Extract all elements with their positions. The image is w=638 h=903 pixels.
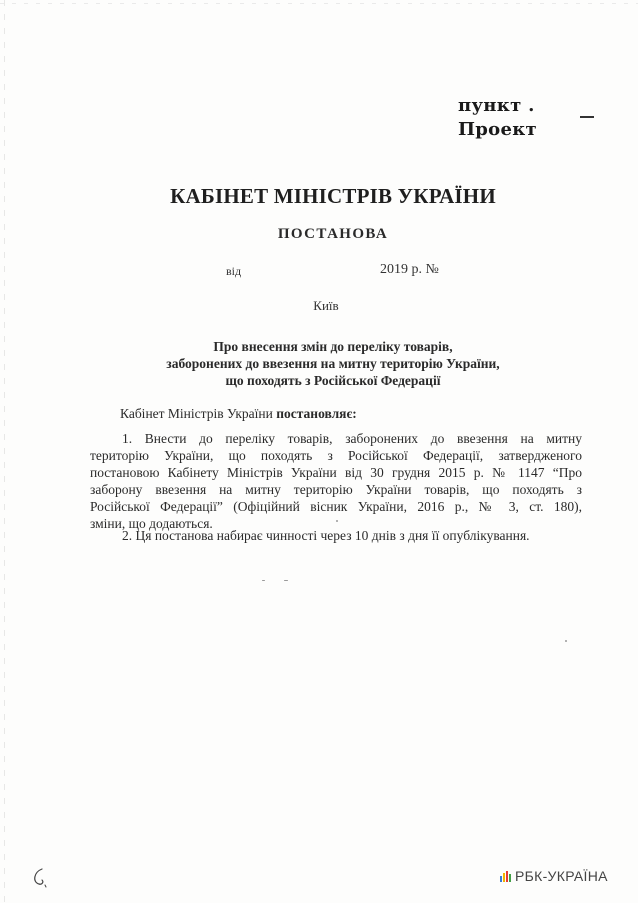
clause-1-line: Російської Федерації” (Офіційний вісник України, 2016 р., № 3, ст. 180), [90, 499, 582, 514]
clause-1-line: територію України, що походять з Російської Федерації, затвердженого [90, 448, 582, 463]
decision-intro [120, 405, 580, 422]
document-type: ПОСТАНОВА [277, 226, 389, 242]
subject-line: заборонених до ввезення на митну територію України, [166, 356, 500, 371]
rbc-ukraine-watermark [500, 868, 608, 884]
subject-line: що походять з Російської Федерації [225, 373, 441, 388]
decision-intro-text: Кабінет Міністрів України [120, 406, 277, 421]
city-name: Київ [313, 298, 339, 313]
date-from-label: від [226, 264, 242, 278]
issuer-title: КАБІНЕТ МІНІСТРІВ УКРАЇНИ [170, 184, 496, 208]
rbc-bars-icon [500, 871, 511, 882]
watermark-text: РБК-УКРАЇНА [515, 868, 608, 884]
clause-1-line: заборону ввезення на митну територію України товарів, що походять з [90, 482, 582, 497]
draft-stamp [458, 94, 537, 142]
scan-edge-left [4, 0, 5, 903]
stamp-line-item: пункт . [458, 95, 535, 116]
clause-1 [90, 430, 582, 532]
scan-speck [262, 580, 265, 581]
clause-2 [90, 527, 582, 544]
subject-line: Про внесення змін до переліку товарів, [213, 339, 453, 354]
document-subject [14, 338, 638, 389]
clause-1-line: 1. Внести до переліку товарів, заборонених до ввезення на митну [122, 431, 582, 446]
scan-speck [336, 520, 338, 522]
clause-1-line: постановою Кабінету Міністрів України від 30 грудня 2015 р. № 1147 “Про [90, 465, 582, 480]
scan-speck [565, 640, 567, 642]
scan-speck [284, 580, 288, 581]
scan-edge-top [0, 3, 638, 4]
handwritten-mark [30, 866, 50, 888]
clause-1-line: зміни, що додаються. [90, 516, 213, 531]
stamp-line-draft: Проект [458, 119, 537, 140]
stamp-dash [580, 116, 594, 118]
clause-2-text: 2. Ця постанова набирає чинності через 10 днів з дня її опублікування. [122, 528, 530, 543]
decision-verb: постановляє: [276, 406, 357, 421]
date-year-number: 2019 р. № [380, 262, 439, 277]
